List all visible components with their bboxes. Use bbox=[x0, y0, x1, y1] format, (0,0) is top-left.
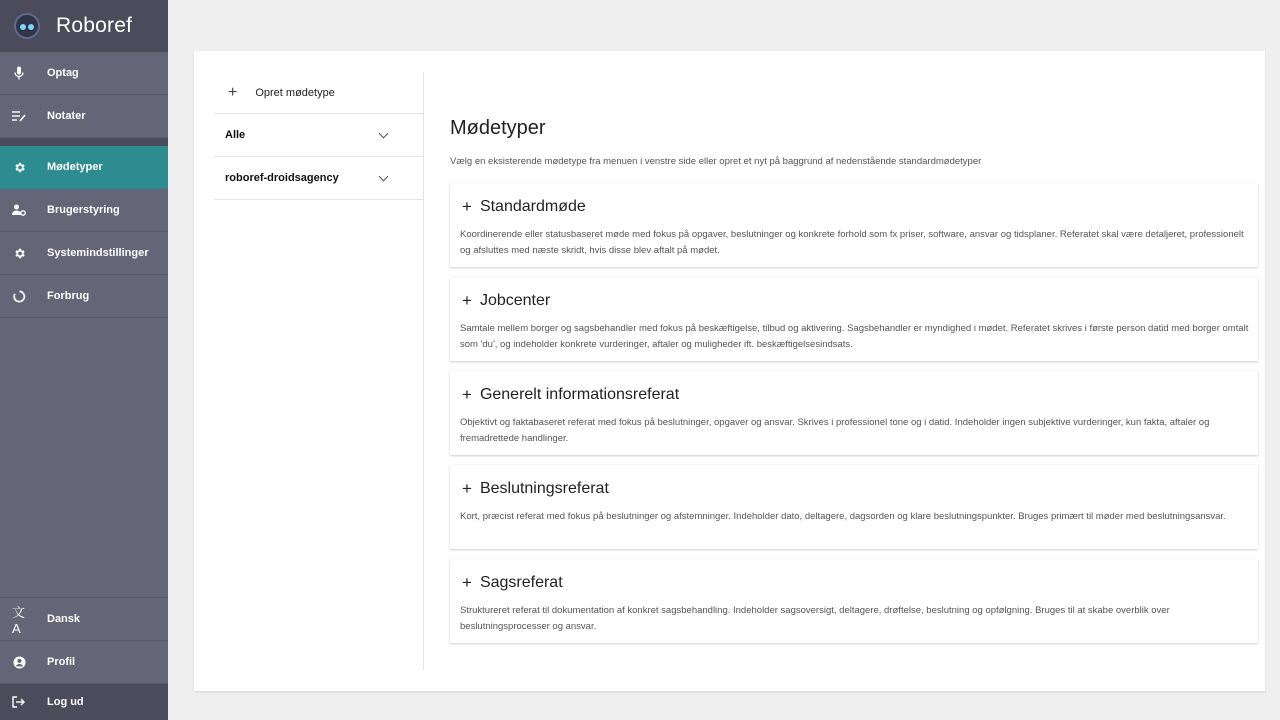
meeting-type-card-jobcenter[interactable] bbox=[450, 277, 1258, 361]
sidebar-divider bbox=[0, 138, 168, 146]
sidebar-item-brugerstyring[interactable] bbox=[0, 189, 168, 232]
plus-icon: + bbox=[462, 385, 472, 404]
meeting-type-description: Samtale mellem borger og sagsbehandler med fokus på beskæftigelse, tilbud og aktivering. Sagsbehandler er myndighed i mødet. Referatet skrives i første person datid med borger omtalt som 'du', og indeholder konkrete vurderinger, aftaler og muligheder ift. beskæftigelsesindsats. bbox=[460, 323, 1249, 350]
meeting-type-card-beslutningsreferat[interactable] bbox=[450, 465, 1258, 549]
sidebar-item-label: Notater bbox=[47, 110, 86, 122]
meeting-type-title: Jobcenter bbox=[479, 292, 551, 309]
group-item-alle[interactable] bbox=[214, 114, 423, 157]
notes-icon bbox=[12, 109, 26, 123]
circle-progress-icon bbox=[12, 289, 26, 303]
account-icon bbox=[12, 655, 26, 669]
meeting-type-description: Struktureret referat til dokumentation af konkret sagsbehandling. Indeholder sagsoversigt, deltagere, drøftelse, beslutning og opfølgning. Bruges til at skabe overblik over beslutningsprocesser og ansvar. bbox=[460, 605, 1170, 632]
sidebar-item-label: Brugerstyring bbox=[47, 204, 120, 216]
sidebar-item-systemindstillinger[interactable] bbox=[0, 232, 168, 275]
plus-icon: + bbox=[462, 479, 472, 498]
main-card bbox=[194, 51, 1265, 691]
chevron-down-icon bbox=[379, 128, 389, 138]
plus-icon: + bbox=[462, 197, 472, 216]
meeting-type-menu bbox=[214, 72, 424, 670]
meeting-type-title: Sagsreferat bbox=[479, 574, 563, 591]
meeting-type-description: Kort, præcist referat med fokus på beslutninger og afstemninger. Indeholder dato, deltagere, dagsorden og klare beslutningspunkter. Bruges primært til møder med beslutningsansvar. bbox=[460, 511, 1226, 522]
sidebar-item-language[interactable] bbox=[0, 597, 168, 640]
plus-icon: + bbox=[228, 83, 238, 101]
translate-icon: 文A bbox=[12, 605, 26, 636]
microphone-icon bbox=[12, 66, 26, 80]
robot-logo-icon bbox=[14, 13, 40, 39]
meeting-type-title: Standardmøde bbox=[479, 198, 586, 215]
page-subtitle: Vælg en eksisterende mødetype fra menuen i venstre side eller opret et nyt på baggrund af nedenstående standardmødetyper bbox=[450, 156, 982, 167]
chevron-down-icon bbox=[379, 171, 389, 181]
sidebar-item-notater[interactable] bbox=[0, 95, 168, 138]
create-meeting-type-label: Opret mødetype bbox=[255, 86, 335, 99]
group-label: roboref-droidsagency bbox=[225, 172, 339, 184]
sidebar-item-label: Profil bbox=[47, 656, 76, 668]
sidebar-item-logout[interactable] bbox=[0, 683, 168, 720]
group-label: Alle bbox=[225, 129, 246, 141]
meeting-type-card-standardmode[interactable] bbox=[450, 183, 1258, 267]
meeting-type-header bbox=[462, 197, 586, 217]
meeting-type-header bbox=[462, 479, 609, 499]
users-gear-icon bbox=[12, 203, 26, 217]
meeting-type-description: Objektivt og faktabaseret referat med fokus på beslutninger, opgaver og ansvar. Skrives i professionel tone og i datid. Indeholder ingen subjektive vurderinger, kun fakta, aftaler og fremadrettede handlinger. bbox=[460, 417, 1210, 444]
plus-icon: + bbox=[462, 573, 472, 592]
sidebar-item-label: Log ud bbox=[47, 696, 84, 708]
meeting-type-description: Koordinerende eller statusbaseret møde med fokus på opgaver, beslutninger og konkrete forhold som fx priser, software, ansvar og tidsplaner. Referatet skal være detaljeret, professionelt og afsluttes med næste skridt, hvis disse blev aftalt på mødet. bbox=[460, 229, 1244, 256]
gear-icon bbox=[12, 246, 26, 260]
sidebar-item-label: Optag bbox=[47, 67, 79, 79]
plus-icon: + bbox=[462, 291, 472, 310]
sidebar-item-profile[interactable] bbox=[0, 640, 168, 683]
sidebar-item-forbrug[interactable] bbox=[0, 275, 168, 318]
sidebar-bottom bbox=[0, 597, 168, 720]
sidebar-item-label: Mødetyper bbox=[47, 161, 103, 173]
meeting-type-card-generelt[interactable] bbox=[450, 371, 1258, 455]
meeting-type-header bbox=[462, 291, 550, 311]
page-title: Mødetyper bbox=[450, 117, 546, 139]
logout-icon bbox=[12, 695, 26, 709]
group-item-roboref-droidsagency[interactable] bbox=[214, 157, 423, 200]
app-title: Roboref bbox=[56, 14, 133, 37]
meeting-type-title: Beslutningsreferat bbox=[479, 480, 609, 497]
sidebar bbox=[0, 0, 168, 720]
gear-icon bbox=[12, 160, 26, 174]
sidebar-item-modetyper[interactable] bbox=[0, 146, 168, 189]
sidebar-item-label: Forbrug bbox=[47, 290, 90, 302]
sidebar-item-optag[interactable] bbox=[0, 52, 168, 95]
meeting-type-card-sagsreferat[interactable] bbox=[450, 559, 1258, 643]
sidebar-item-label: Systemindstillinger bbox=[47, 247, 149, 259]
meeting-type-header bbox=[462, 385, 679, 405]
sidebar-item-label: Dansk bbox=[47, 613, 81, 625]
create-meeting-type-button[interactable] bbox=[214, 72, 423, 114]
brand-header[interactable] bbox=[0, 0, 168, 52]
meeting-type-title: Generelt informationsreferat bbox=[479, 386, 680, 403]
meeting-type-header bbox=[462, 573, 563, 593]
